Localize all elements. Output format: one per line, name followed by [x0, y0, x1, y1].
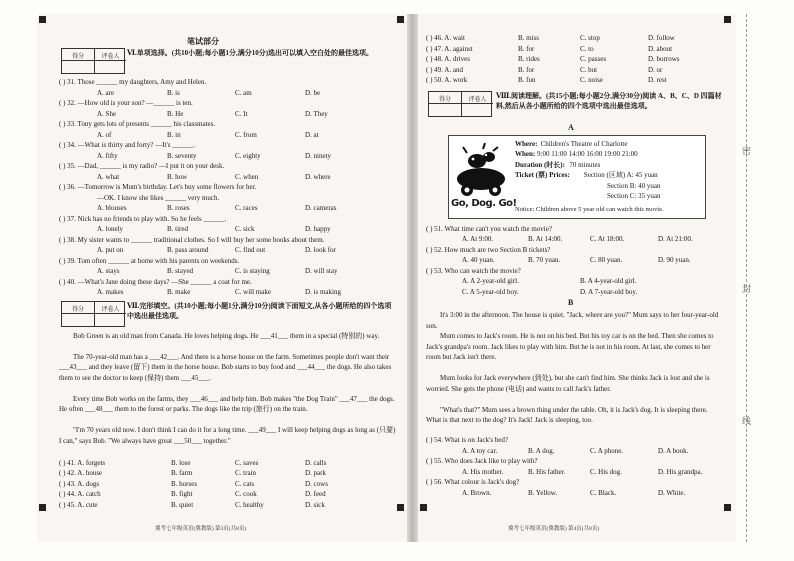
score-box	[428, 91, 492, 117]
spine-char: 密	[742, 146, 752, 156]
page-footer: 冀考七年级英语(冀教版) 第4页(共8页)	[508, 526, 600, 532]
cloze-option-a: ( ) 46. A. wait	[426, 34, 465, 42]
answer-option: D. where	[305, 172, 331, 181]
answer-option: A. A 2-year-old girl.	[462, 277, 519, 285]
cloze-option-c: C. saves	[235, 458, 259, 467]
answer-option: A. A toy car.	[462, 446, 498, 455]
answer-option: D. look for	[305, 246, 336, 254]
answer-option: A. blouses	[97, 204, 127, 212]
part-label: B	[568, 298, 574, 307]
answer-option: C. am	[235, 88, 252, 97]
answer-option: D. happy	[305, 225, 331, 233]
registration-mark	[724, 16, 731, 23]
answer-option: D. at	[305, 130, 319, 139]
cloze-option-d: D. borrows	[648, 55, 680, 63]
answer-option: B. His father.	[528, 467, 566, 476]
ad-field-value: Children's Theatre of Charlotte	[540, 139, 628, 148]
score-box-divider	[62, 313, 126, 314]
cloze-option-d: D. follow	[648, 34, 675, 42]
answer-option: C. 80 yuan.	[590, 256, 623, 264]
answer-option: C. is staying	[235, 267, 270, 275]
answer-option: C. find out	[235, 246, 266, 254]
cloze-option-b: B. horses	[171, 479, 198, 488]
answer-option: C. from	[235, 130, 257, 139]
cloze-option-c: C. to	[580, 44, 594, 53]
ad-notice: Notice: Children above 5 year old can watch this movie.	[515, 205, 664, 213]
section6-title: Ⅵ.单项选择。(共10小题;每小题1分,满分10分)选出可以填入空白处的最佳选项。	[127, 49, 374, 57]
score-label: 得分	[438, 96, 451, 103]
answer-option: C. At 18:00.	[590, 235, 625, 243]
answer-option: A. His mother.	[462, 467, 504, 476]
grader-label: 评卷人	[94, 302, 126, 326]
answer-option: A. 40 yuan.	[462, 256, 495, 264]
cloze-option-c: C. cook	[235, 490, 257, 498]
question-stem: ( ) 53. Who can watch the movie?	[426, 266, 521, 275]
answer-option: B. how	[167, 172, 188, 181]
grader-label: 评卷人	[461, 92, 493, 116]
answer-option: C. Black.	[590, 488, 617, 497]
cloze-option-a: ( ) 44. A. catch	[59, 490, 101, 498]
cloze-option-b: B. for	[518, 44, 535, 53]
ad-field-value: Section B: 40 yuan	[607, 181, 661, 190]
cloze-option-c: C. train	[235, 469, 256, 477]
score-label: 得分	[71, 54, 84, 60]
grader-label: 评卷人	[94, 49, 126, 73]
answer-option: D. At 21:00.	[658, 235, 693, 243]
cloze-option-b: B. miss	[518, 34, 540, 42]
answer-option: A. She	[97, 109, 117, 118]
ad-field-value: 9:00 11:00 14:00 16:00 19:00 21:00	[537, 150, 638, 158]
passage-paragraph: "What's that?" Mum sees a brown thing under the table. Oh, it is Jack's dog. It is sleeping there. What is that next to the dog? It's Jack! Jack is sleeping, too.	[426, 405, 708, 424]
score-label: 得分	[71, 306, 84, 313]
answer-option: D. will stay	[305, 267, 338, 275]
question-stem: ( ) 52. How much are two Section B tickets?	[426, 245, 551, 254]
cloze-option-c: C. cats	[235, 479, 255, 488]
answer-option: D. cameras	[305, 204, 337, 212]
answer-option: A. Brown.	[462, 488, 492, 497]
cloze-option-d: D. feed	[305, 490, 326, 498]
question-stem: ( ) 54. What is on Jack's bed?	[426, 436, 509, 444]
cloze-option-a: ( ) 47. A. against	[426, 44, 473, 53]
passage-paragraph: The 70-year-old man has a ___42___. And there is a horse house on the farm. Sometimes people don't want their ___43___ and they leave (留下) them in the horse house. Bob starts to buy food and ___44___ the dogs. He also takes them to see the doctor to keep (保持) them ___45___.	[59, 352, 392, 382]
cloze-option-b: B. rides	[518, 55, 540, 63]
answer-option: D. ninety	[305, 151, 332, 160]
answer-option: A. fifty	[97, 151, 118, 160]
answer-option: B. is	[167, 88, 180, 97]
cloze-option-c: C. passes	[580, 55, 607, 63]
cloze-option-b: B. fun	[518, 76, 536, 84]
answer-option: C. A phone.	[590, 446, 624, 455]
cloze-option-d: D. rest	[648, 76, 667, 84]
question-stem: ( ) 35. —Dad, ______ is my radio? —I put it on your desk.	[59, 162, 225, 170]
section-heading: 笔试部分	[187, 37, 219, 46]
score-box	[61, 48, 125, 74]
answer-option: B. A dog.	[528, 446, 555, 455]
answer-option: C. It	[235, 109, 248, 118]
registration-mark	[397, 16, 404, 23]
ad-field-label: Where:	[515, 139, 538, 148]
answer-option: B. roses	[167, 204, 190, 212]
ad-field-label: Ticket (票) Prices:	[515, 171, 570, 179]
answer-option: D. His grandpa.	[658, 467, 703, 476]
question-stem: ( ) 33. Tony gets lots of presents ______ his classmates.	[59, 120, 216, 128]
answer-option: D. White.	[658, 488, 686, 497]
cloze-option-a: ( ) 49. A. and	[426, 65, 463, 74]
answer-option: B. in	[167, 130, 181, 139]
answer-option: B. make	[167, 288, 191, 296]
ad-field-label: When:	[515, 150, 536, 158]
question-stem: ( ) 36. —Tomorrow is Mum's birthday. Let's buy some flowers for her.	[59, 183, 257, 191]
answer-option: B. He	[167, 109, 184, 118]
left-page	[37, 14, 407, 542]
cloze-option-d: D. or	[648, 65, 663, 74]
answer-option: C. races	[235, 204, 258, 212]
cloze-option-a: ( ) 43. A. dogs	[59, 479, 100, 488]
section8-title: Ⅷ.阅读理解。(共15小题;每小题2分,满分30分)阅读 A、B、C、D 四篇材料,然后从各小题所给的四个选项中选出最佳选项。	[496, 91, 722, 110]
cloze-option-c: C. stop	[580, 34, 600, 42]
answer-option: A. makes	[97, 288, 124, 296]
cloze-option-a: ( ) 48. A. drives	[426, 55, 470, 63]
answer-option: D. A book.	[658, 446, 689, 455]
passage-paragraph: Mum looks for Jack everywhere (到处), but she can't find him. She thinks Jack is lost and she is worried. She gets the phone (电话) and wants to call Jack's father.	[426, 374, 710, 393]
passage-paragraph: "I'm 70 years old now. I don't think I can do it for a long time. ___49___ I will keep helping dogs as long as (只要) I can," says Bob. "We always have great ___50___ together."	[59, 426, 396, 445]
registration-mark	[420, 504, 427, 511]
cloze-option-d: D. calls	[305, 458, 327, 467]
cloze-option-d: D. sick	[305, 500, 325, 509]
spine-char: 线	[742, 416, 752, 426]
question-stem: ( ) 56. What colour is Jack's dog?	[426, 478, 520, 486]
answer-option: D. 90 yuan.	[658, 256, 691, 264]
answer-option: A. put on	[97, 246, 124, 254]
part-label: A	[568, 122, 574, 132]
passage-paragraph: Every time Bob works on the farms, they ___46___ and help him. Bob makes "the Dog Train" ___47___ the dogs. He often ___48___ them to the forest or parks. The dogs like the trip (旅行) on the train.	[59, 394, 395, 413]
answer-option: C. His dog.	[590, 467, 622, 476]
cloze-option-b: B. lose	[171, 458, 191, 467]
ad-field-value: 70 minutes	[569, 160, 601, 169]
cloze-option-b: B. fight	[171, 490, 193, 498]
cloze-option-c: C. noise	[580, 76, 603, 84]
movie-advertisement	[448, 135, 706, 219]
answer-option: C. will make	[235, 288, 271, 296]
ad-logo-text: Go, Dog. Go!	[451, 197, 517, 209]
cloze-option-b: B. quiet	[171, 500, 194, 509]
section7-title: Ⅶ.完形填空。(共10小题;每小题1分,满分10分)阅读下面短文,从各小题所给的四个选项中选出最佳选项。	[127, 301, 392, 320]
question-stem: ( ) 38. My sister wants to ______ traditional clothes. So I will buy her some books about them.	[59, 235, 325, 244]
score-box-divider	[429, 103, 493, 104]
question-stem: ( ) 55. Who does Jack like to play with?	[426, 457, 538, 465]
question-stem: ( ) 39. Tom often ______ at home with his parents on weekends.	[59, 256, 240, 265]
answer-option: C. when	[235, 172, 259, 181]
cloze-option-b: B. farm	[171, 469, 193, 477]
question-stem: ( ) 37. Nick has no friends to play with. So he feels ______.	[59, 214, 227, 223]
cloze-option-a: ( ) 42. A. house	[59, 469, 103, 477]
answer-option: C. sick	[235, 225, 255, 233]
ad-field-label: Duration (时长):	[515, 160, 565, 169]
question-stem: ( ) 40. —What's Jane doing these days? —She ______ a coat for me.	[59, 277, 252, 286]
cloze-option-d: D. park	[305, 469, 326, 477]
answer-option: B. stayed	[167, 267, 194, 275]
answer-option: C. eighty	[235, 151, 261, 160]
page-footer: 冀考七年级英语(冀教版) 第3页(共8页)	[155, 526, 247, 532]
answer-option: A. lonely	[97, 225, 124, 233]
ad-field-value: Section (区域) A: 45 yuan	[583, 171, 658, 179]
registration-mark	[39, 16, 46, 23]
answer-option: A. At 9:00.	[462, 235, 494, 243]
question-stem-cont: —OK. I know she likes ______ very much.	[97, 193, 220, 202]
answer-option: B. seventy	[167, 151, 197, 160]
answer-option: A. are	[97, 88, 115, 97]
answer-option: D. be	[305, 88, 321, 97]
spine-char: 封	[742, 284, 752, 294]
cloze-option-c: C. healthy	[235, 500, 264, 509]
answer-option: B. 70 yuan.	[528, 256, 561, 264]
cloze-option-a: ( ) 41. A. forgets	[59, 458, 106, 467]
answer-option: B. Yellow.	[528, 488, 558, 497]
answer-option: B. pass around	[167, 246, 209, 254]
registration-mark	[724, 504, 731, 511]
question-stem: ( ) 51. What time can't you watch the movie?	[426, 224, 552, 233]
cloze-option-b: B. for	[518, 65, 535, 74]
cloze-option-d: D. about	[648, 44, 673, 53]
answer-option: C. A 5-year-old boy.	[462, 287, 519, 296]
answer-option: A. stays	[97, 267, 120, 275]
passage-paragraph: Bob Green is an old man from Canada. He loves helping dogs. He ___41___ them in a special (特别的) way.	[73, 331, 380, 340]
answer-option: D. A 7-year-old boy.	[580, 287, 638, 296]
answer-option: B. tired	[167, 225, 188, 233]
question-stem: ( ) 32. —How old is your son? —______ is ten.	[59, 99, 193, 107]
answer-option: B. At 14:00.	[528, 235, 563, 243]
answer-option: A. of	[97, 130, 112, 139]
answer-option: D. is making	[305, 288, 341, 296]
answer-option: B. A 4-year-old girl.	[580, 277, 637, 285]
question-stem: ( ) 34. —What is thirty and forty? —It's ______.	[59, 141, 195, 149]
page-gutter	[407, 14, 418, 542]
answer-option: D. They	[305, 109, 328, 118]
right-page	[418, 14, 736, 542]
cloze-option-c: C. but	[580, 65, 598, 74]
cloze-option-a: ( ) 50. A. work	[426, 76, 468, 84]
score-box	[61, 301, 125, 327]
passage-paragraph: It's 3:00 in the afternoon. The house is quiet. "Jack, where are you?" Mum says to her four-year-old son.	[426, 311, 719, 330]
registration-mark	[397, 504, 404, 511]
cloze-option-d: D. cows	[305, 479, 328, 488]
question-stem: ( ) 31. Those ______ my daughters, Amy and Helen.	[59, 78, 207, 86]
answer-option: A. what	[97, 172, 120, 181]
score-box-divider	[62, 60, 126, 61]
registration-mark	[39, 504, 46, 511]
ad-field-value: Section C: 35 yuan	[607, 192, 661, 200]
cloze-option-a: ( ) 45. A. cute	[59, 500, 98, 509]
passage-paragraph: Mum comes to Jack's room. He is not on his bed. But his toy car is on the bed. Then she comes to Jack's grandpa's room. Jack likes to play with him. But he is not in his room. At last, she comes to her room but Jack isn't there.	[426, 332, 714, 361]
binding-margin	[736, 14, 758, 542]
